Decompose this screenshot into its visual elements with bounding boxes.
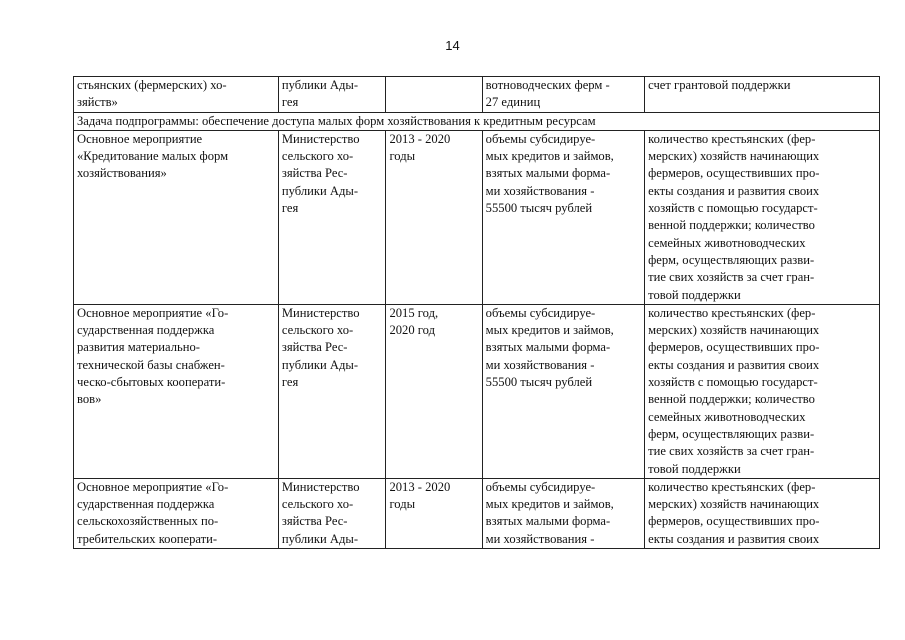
table-cell (386, 77, 482, 113)
table-cell: вотноводческих ферм - 27 единиц (482, 77, 644, 113)
executor-cell: Министерство сельского хо- зяйства Рес- публики Ады- (278, 478, 386, 548)
volume-cell: объемы субсидируе- мых кредитов и займов, взятых малыми форма- ми хозяйствования - 55500 тысяч рублей (482, 130, 644, 304)
task-heading: Задача подпрограммы: обеспечение доступа малых форм хозяйствования к кредитным ресурсам (74, 112, 880, 130)
table-cell: стьянских (фермерских) хо- зяйств» (74, 77, 279, 113)
page-number: 14 (445, 38, 460, 53)
table-cell: публики Ады- гея (278, 77, 386, 113)
activity-cell: Основное мероприятие «Го- сударственная поддержка развития материально- технической базы снабжен- ческо-сбытовых кооперати- вов» (74, 304, 279, 478)
table-row (74, 130, 880, 304)
period-cell: 2013 - 2020 годы (386, 130, 482, 304)
period-cell: 2015 год, 2020 год (386, 304, 482, 478)
executor-cell: Министерство сельского хо- зяйства Рес- публики Ады- гея (278, 130, 386, 304)
activity-cell: Основное мероприятие «Го- сударственная поддержка сельскохозяйственных по- требительских кооперати- (74, 478, 279, 548)
program-table (73, 76, 880, 549)
volume-cell: объемы субсидируе- мых кредитов и займов, взятых малыми форма- ми хозяйствования - 55500 тысяч рублей (482, 304, 644, 478)
executor-cell: Министерство сельского хо- зяйства Рес- публики Ады- гея (278, 304, 386, 478)
result-cell: количество крестьянских (фер- мерских) хозяйств начинающих фермеров, осуществивших про- екты создания и развития своих хозяйств с помощью государст- венной поддержки; количество семейных животноводческих ферм, осуществляющих разви- тие свих хозяйств за счет гран- товой поддержки (645, 130, 880, 304)
result-cell: количество крестьянских (фер- мерских) хозяйств начинающих фермеров, осуществивших про- екты создания и развития своих (645, 478, 880, 548)
period-cell: 2013 - 2020 годы (386, 478, 482, 548)
table-row (74, 304, 880, 478)
result-cell: количество крестьянских (фер- мерских) хозяйств начинающих фермеров, осуществивших про- екты создания и развития своих хозяйств с помощью государст- венной поддержки; количество семейных животноводческих ферм, осуществляющих разви- тие свих хозяйств за счет гран- товой поддержки (645, 304, 880, 478)
task-row (74, 112, 880, 130)
volume-cell: объемы субсидируе- мых кредитов и займов, взятых малыми форма- ми хозяйствования - (482, 478, 644, 548)
table-row-continuation (74, 77, 880, 113)
table-cell: счет грантовой поддержки (645, 77, 880, 113)
table-row (74, 478, 880, 548)
activity-cell: Основное мероприятие «Кредитование малых форм хозяйствования» (74, 130, 279, 304)
